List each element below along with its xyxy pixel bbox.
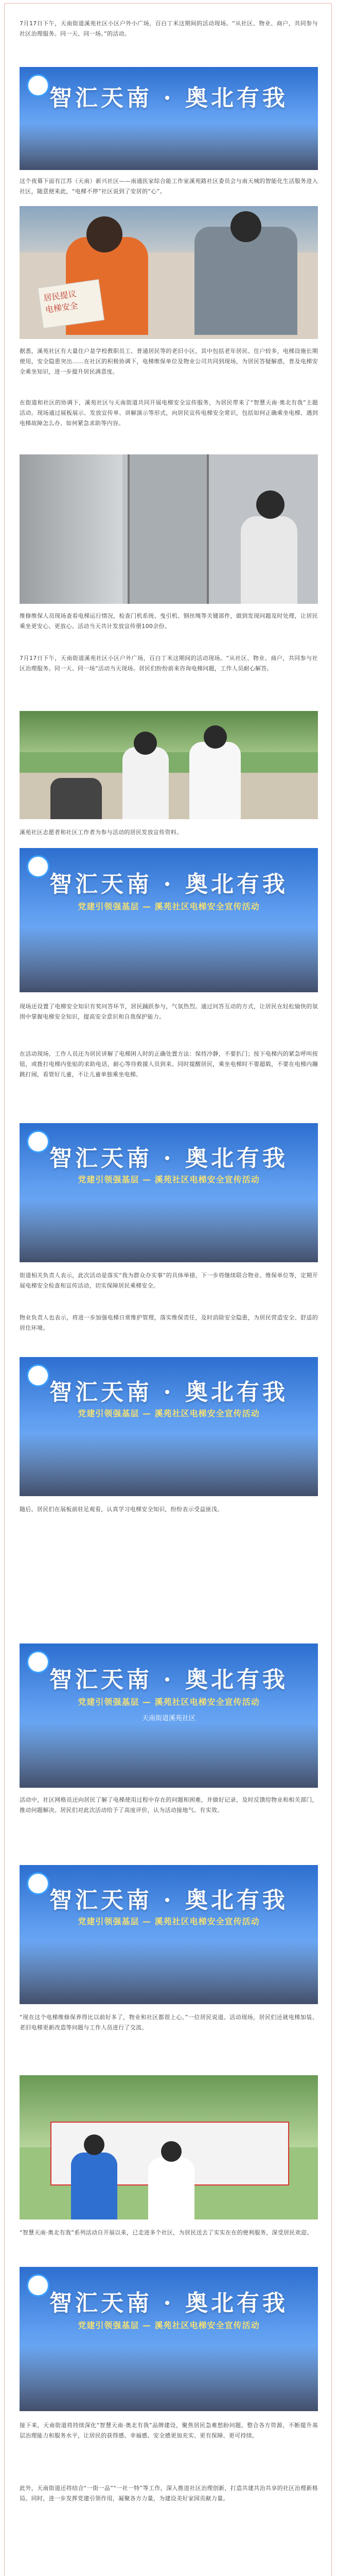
paragraph-text: 接下来，天南街道将持续深化“智慧天南·奥北有我”品牌建设，聚焦居民急难愁盼问题，整合各方资源，不断提升基层治理能力和服务水平，让居民的获得感、幸福感、安全感更加充实、更有保障、更可持续。 <box>20 2422 318 2439</box>
banner-subtitle: 党建引领强基层 — 溪苑社区电梯安全宣传活动 <box>78 1175 260 1185</box>
paragraph-text: “现在这个电梯维修保养得比以前好多了，物业和社区都很上心。”一位居民说道。活动现场，居民们还就电梯加装、老旧电梯更新改造等问题与工作人员进行了交流。 <box>20 2014 318 2031</box>
banner-subtitle: 党建引领强基层 — 溪苑社区电梯安全宣传活动 <box>78 2320 260 2330</box>
paragraph-text: “智慧天南·奥北有我”系列活动自开展以来，已走进多个社区，为居民送去了实实在在的便利服务，深受居民欢迎。 <box>20 2229 313 2236</box>
banner-title: 智汇天南 · 奥北有我 <box>49 2290 288 2316</box>
paragraph <box>20 2228 318 2238</box>
paragraph <box>20 2420 318 2441</box>
banner-title: 智汇天南 · 奥北有我 <box>49 85 288 111</box>
paragraph-text: 7月17日下午，天南街道溪苑社区小区户外小广场，百白丁米这期间的活动现场。“从社区、物业、商户，共同参与社区治理服务。同一天、同一场。”的活动。 <box>20 20 318 37</box>
paragraph-text: 物业负责人也表示，将进一步加强电梯日常维护管理，落实维保责任，及时消除安全隐患，为居民营造安全、舒适的居住环境。 <box>20 1314 318 1331</box>
photo-group-banner <box>20 67 318 170</box>
banner-subtitle: 党建引领强基层 — 溪苑社区电梯安全宣传活动 <box>78 1917 260 1927</box>
paragraph <box>20 19 318 39</box>
photo-signing-wall <box>20 2075 318 2219</box>
banner-line: 天南街道溪苑社区 <box>141 1715 195 1723</box>
paragraph <box>20 827 318 838</box>
paragraph <box>20 2483 318 2504</box>
banner-title: 智汇天南 · 奥北有我 <box>49 1379 288 1406</box>
paragraph <box>20 653 318 674</box>
photo-banner-audience <box>20 1357 318 1496</box>
paragraph <box>20 1313 318 1333</box>
paragraph-text: 这个夜幕下面有江苏（天南）新兴社区——南通医家综合能工作室溪苑路社区委员会与南天城的智能化生活服务进入社区，随意便来此，“电梯不停”社区说到了安居的“心”。 <box>20 178 318 195</box>
paragraph-text: 随后，居民们在展板前驻足观看，认真学习电梯安全知识，纷纷表示受益匪浅。 <box>20 1506 223 1513</box>
photo-residents-sign <box>20 206 318 339</box>
paragraph-text: 据悉，溪苑社区有大量住户是学校教职员工、普通居民等的老旧小区，其中包括老年居民、住户较多，电梯设施长期使用，安全隐患突出……在社区的积极协调下，电梯维保单位及物业公司共同到现场，为居民答疑解惑，普及电梯安全乘坐知识，进一步提升居民满意度。 <box>20 348 318 375</box>
banner-title: 智汇天南 · 奥北有我 <box>49 1145 288 1172</box>
paragraph <box>20 346 318 377</box>
paragraph <box>20 1504 318 1515</box>
photo-outdoor-consultation <box>20 711 318 819</box>
paragraph-text: 在活动现场，工作人员还为居民讲解了电梯困人时的正确处置方法：保持冷静，不要扒门；按下电梯内的紧急呼叫按钮，或拨打电梯内张贴的求助电话，耐心等待救援人员到来。同时提醒居民，乘坐电梯时不要超载，不要在电梯内蹦跳打闹，看管好儿童，不让儿童单独乘坐电梯。 <box>20 1050 318 1078</box>
paragraph <box>20 1795 318 1816</box>
paragraph-text: 在街道和社区的协调下，溪苑社区与天南街道共同开展电梯安全宣传服务，为居民带来了“智慧天南·奥北有我”主题活动。现场通过展板展示、发放宣传单、讲解演示等形式，向居民宣传电梯安全常识，包括如何正确乘坐电梯、遇到电梯故障怎么办、如何紧急求助等内容。 <box>20 399 318 427</box>
paragraph-text: 此外，天南街道还将结合“一街一品”“一社一特”等工作，深入推进社区治理创新，打造共建共治共享的社区治理新格局。同时，进一步发挥党建引领作用，凝聚各方力量，为建设美好家园贡献力量。 <box>20 2485 318 2502</box>
paragraph <box>20 2012 318 2033</box>
banner-title: 智汇天南 · 奥北有我 <box>49 871 288 897</box>
paragraph <box>20 1002 318 1022</box>
paragraph-text: 街道相关负责人表示，此次活动是落实“我为群众办实事”的具体举措，下一步将继续联合物业、维保单位等，定期开展电梯安全检查和宣传活动，切实保障居民乘梯安全。 <box>20 1272 318 1289</box>
paragraph <box>20 176 318 197</box>
sign-card: 居民提议 电梯安全 <box>38 279 104 329</box>
banner-subtitle: 党建引领强基层 — 溪苑社区电梯安全宣传活动 <box>78 1409 260 1419</box>
paragraph <box>20 1049 318 1080</box>
paragraph-text: 溪苑社区志愿者和社区工作者为参与活动的居民发放宣传资料。 <box>20 829 183 836</box>
photo-banner-final <box>20 2267 318 2411</box>
photo-banner-audience-2 <box>20 1865 318 2004</box>
photo-banner-speaker <box>20 1123 318 1262</box>
banner-subtitle: 党建引领强基层 — 溪苑社区电梯安全宣传活动 <box>78 901 260 911</box>
paragraph-text: 7月17日下午，天南街道溪苑社区小区户外广场，百白丁米这期间的活动现场。“从社区、物业、商户，共同参与社区治理服务。同一天、同一场”活动当天现场。居民们纷纷前来咨询电梯问题，工作人员耐心解答。 <box>20 655 318 672</box>
photo-elevator-inspection <box>20 454 318 604</box>
paragraph <box>20 398 318 429</box>
banner-title: 智汇天南 · 奥北有我 <box>49 1666 288 1693</box>
paragraph-text: 现场还设置了电梯安全知识有奖问答环节，居民踊跃参与，气氛热烈。通过问答互动的方式，让居民在轻松愉快的氛围中掌握电梯安全知识，提高安全意识和自我保护能力。 <box>20 1003 318 1020</box>
paragraph-text: 维修维保人员现场查看电梯运行情况，检查门机系统、曳引机、钢丝绳等关键部件，做到发现问题及时处理，让居民乘坐更安心、更放心。活动当天共计发放宣传册100余份。 <box>20 613 318 630</box>
banner-subtitle: 党建引领强基层 — 溪苑社区电梯安全宣传活动 <box>78 1697 260 1707</box>
paragraph-text: 活动中，社区网格员还向居民了解了电梯使用过程中存在的问题和困难，并做好记录，及时反馈给物业和相关部门，推动问题解决。居民们对此次活动给予了高度评价，认为活动接地气、有实效。 <box>20 1797 318 1814</box>
photo-banner-crowd <box>20 848 318 992</box>
paragraph <box>20 1270 318 1291</box>
banner-title: 智汇天南 · 奥北有我 <box>49 1887 288 1914</box>
paragraph <box>20 611 318 632</box>
photo-banner-presenter <box>20 1643 318 1788</box>
